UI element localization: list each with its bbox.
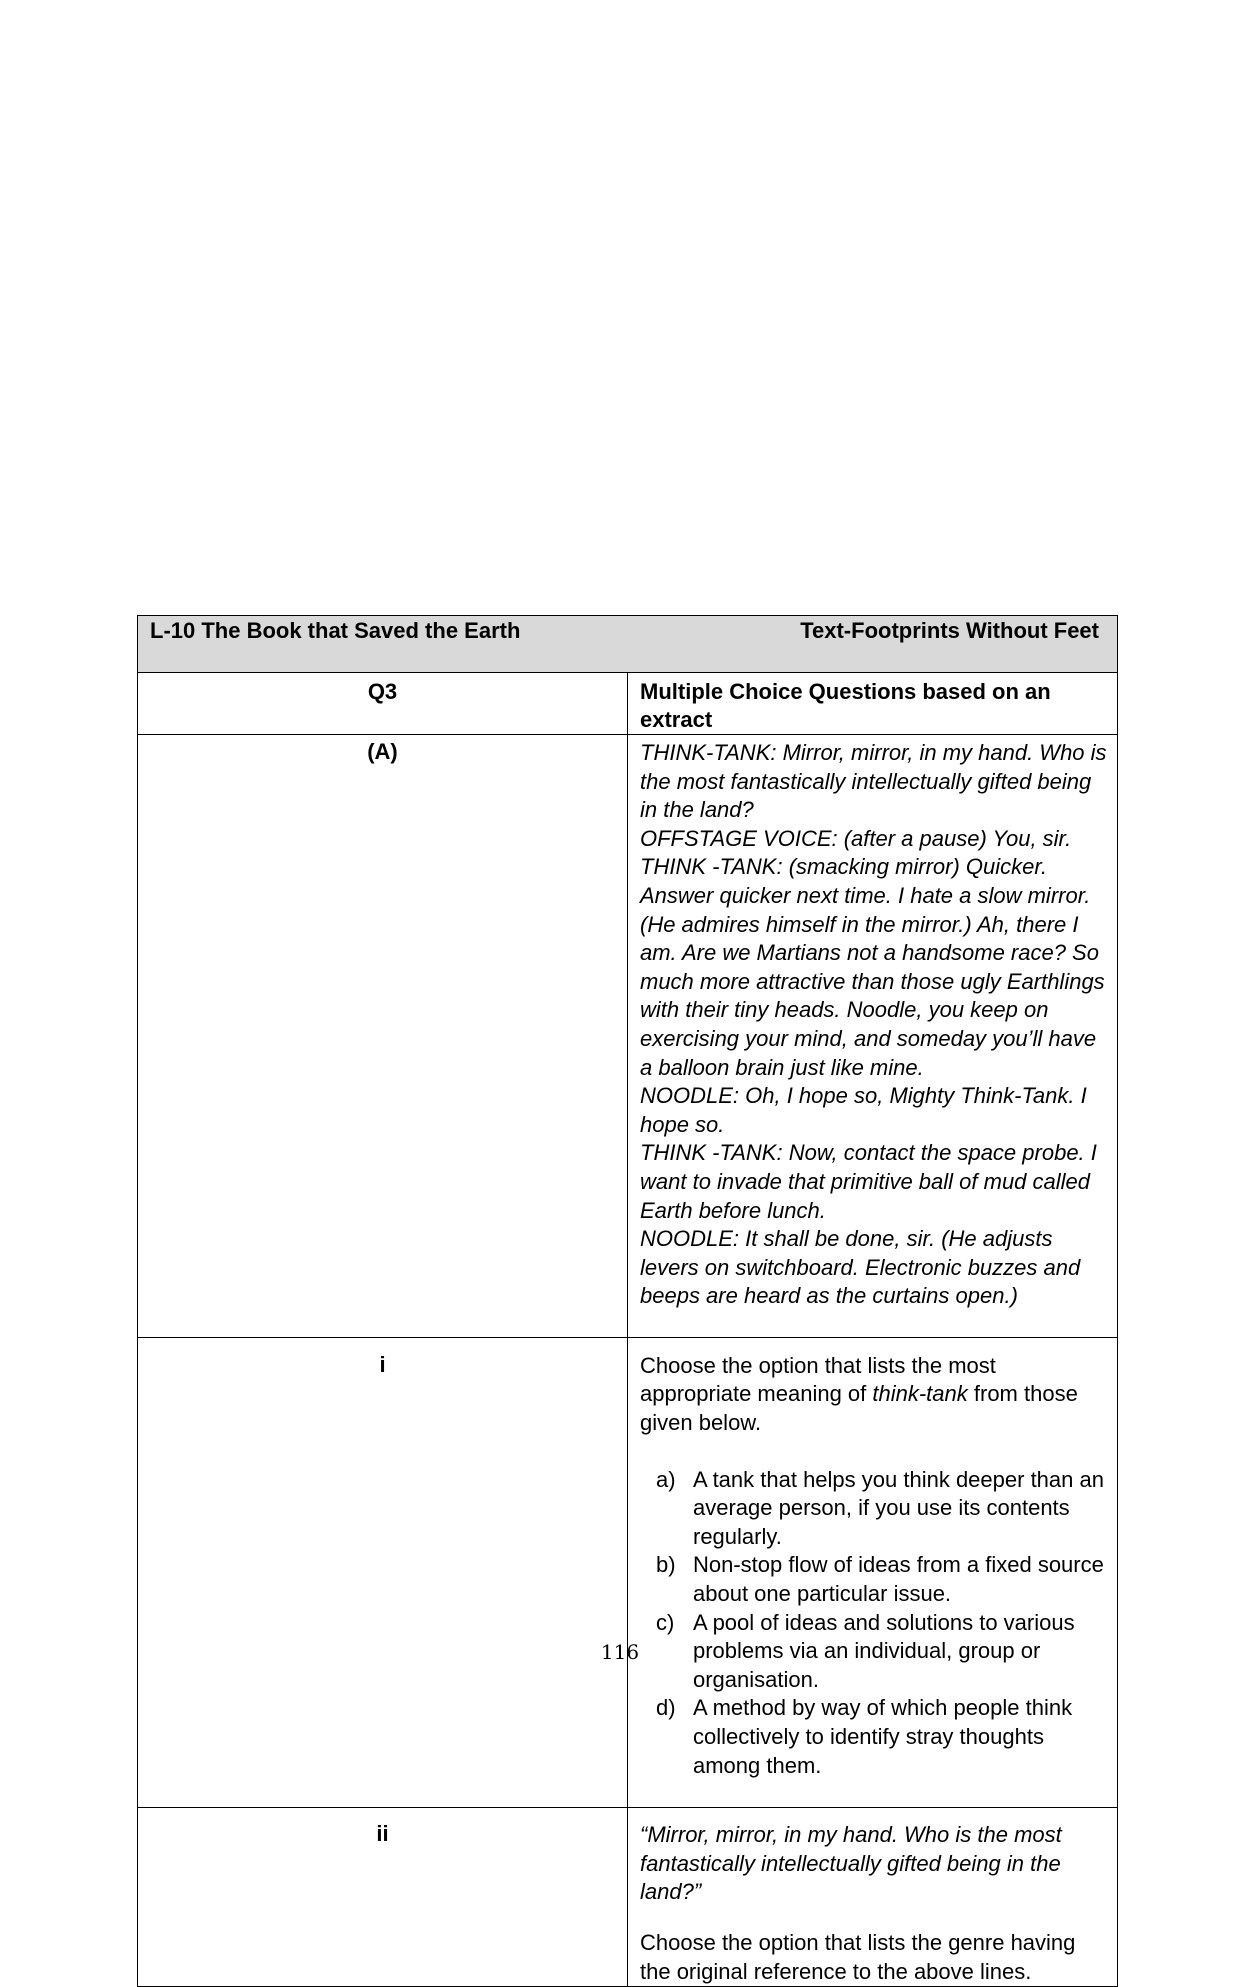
extract-line: NOODLE: It shall be done, sir. (He adjusts levers on switchboard. Electronic buzzes and beeps are heard as the curtains open.) xyxy=(640,1226,1081,1309)
header-cell xyxy=(138,616,1118,673)
extract-row xyxy=(138,735,1118,1338)
extract-line: THINK -TANK: (smacking mirror) Quicker. Answer quicker next time. I hate a slow mirror. (He admires himself in the mirror.) Ah, there I am. Are we Martians not a handsome race? So much more attractive than those ugly Earthlings with their tiny heads. Noodle, you keep on exercising your mind, and someday you’ll have a balloon brain just like mine. xyxy=(640,854,1105,1080)
option-a xyxy=(656,1466,1109,1552)
question-i-row xyxy=(138,1337,1118,1807)
extract-label: (A) xyxy=(138,735,628,1338)
question-ii-quote: “Mirror, mirror, in my hand. Who is the most fantastically intellectually gifted being in the land?” xyxy=(640,1822,1062,1905)
extract-line: OFFSTAGE VOICE: (after a pause) You, sir. xyxy=(640,825,1072,851)
question-ii-stem: Choose the option that lists the genre having the original reference to the above lines. xyxy=(640,1929,1076,1984)
question-ii-row xyxy=(138,1808,1118,1987)
text-title: Text-Footprints Without Feet xyxy=(800,618,1099,643)
extract-line: THINK-TANK: Mirror, mirror, in my hand. Who is the most fantastically intellectually gifted being in the land? xyxy=(640,740,1107,823)
extract-line: THINK -TANK: Now, contact the space probe. I want to invade that primitive ball of mud called Earth before lunch. xyxy=(640,1140,1097,1223)
question-i-label: i xyxy=(138,1337,628,1807)
page-number: 116 xyxy=(600,1640,640,1664)
option-letter: a) xyxy=(656,1466,676,1492)
stem-text: from those given below. xyxy=(640,1381,1078,1436)
option-letter: c) xyxy=(656,1609,675,1635)
option-d xyxy=(656,1694,1109,1780)
extract-line: NOODLE: Oh, I hope so, Mighty Think-Tank. I hope so. xyxy=(640,1083,1087,1137)
option-text: A method by way of which people think collectively to identify stray thoughts among them. xyxy=(693,1695,1073,1778)
question-table xyxy=(137,615,1118,1987)
header-row xyxy=(138,616,1118,673)
question-i-body xyxy=(628,1337,1118,1807)
option-list xyxy=(640,1466,1109,1781)
extract-text xyxy=(628,735,1118,1338)
option-letter: b) xyxy=(656,1552,676,1578)
option-text: A tank that helps you think deeper than an average person, if you use its contents regularly. xyxy=(693,1466,1104,1549)
question-ii-body xyxy=(628,1808,1118,1987)
stem-term: think-tank xyxy=(872,1381,968,1407)
stem-text: Choose the option that lists the most appropriate meaning of xyxy=(640,1352,996,1407)
q3-row xyxy=(138,673,1118,735)
option-b xyxy=(656,1551,1109,1608)
q3-label: Q3 xyxy=(138,673,628,735)
option-text: Non-stop flow of ideas from a fixed source about one particular issue. xyxy=(693,1552,1104,1607)
question-ii-label: ii xyxy=(138,1808,628,1987)
option-text: A pool of ideas and solutions to various problems via an individual, group or organisation. xyxy=(693,1609,1075,1692)
lesson-title: L-10 The Book that Saved the Earth xyxy=(150,618,521,643)
question-i-stem xyxy=(640,1352,1109,1438)
q3-title: Multiple Choice Questions based on an extract xyxy=(628,673,1118,735)
question-sheet xyxy=(137,615,1118,1987)
option-letter: d) xyxy=(656,1695,676,1721)
